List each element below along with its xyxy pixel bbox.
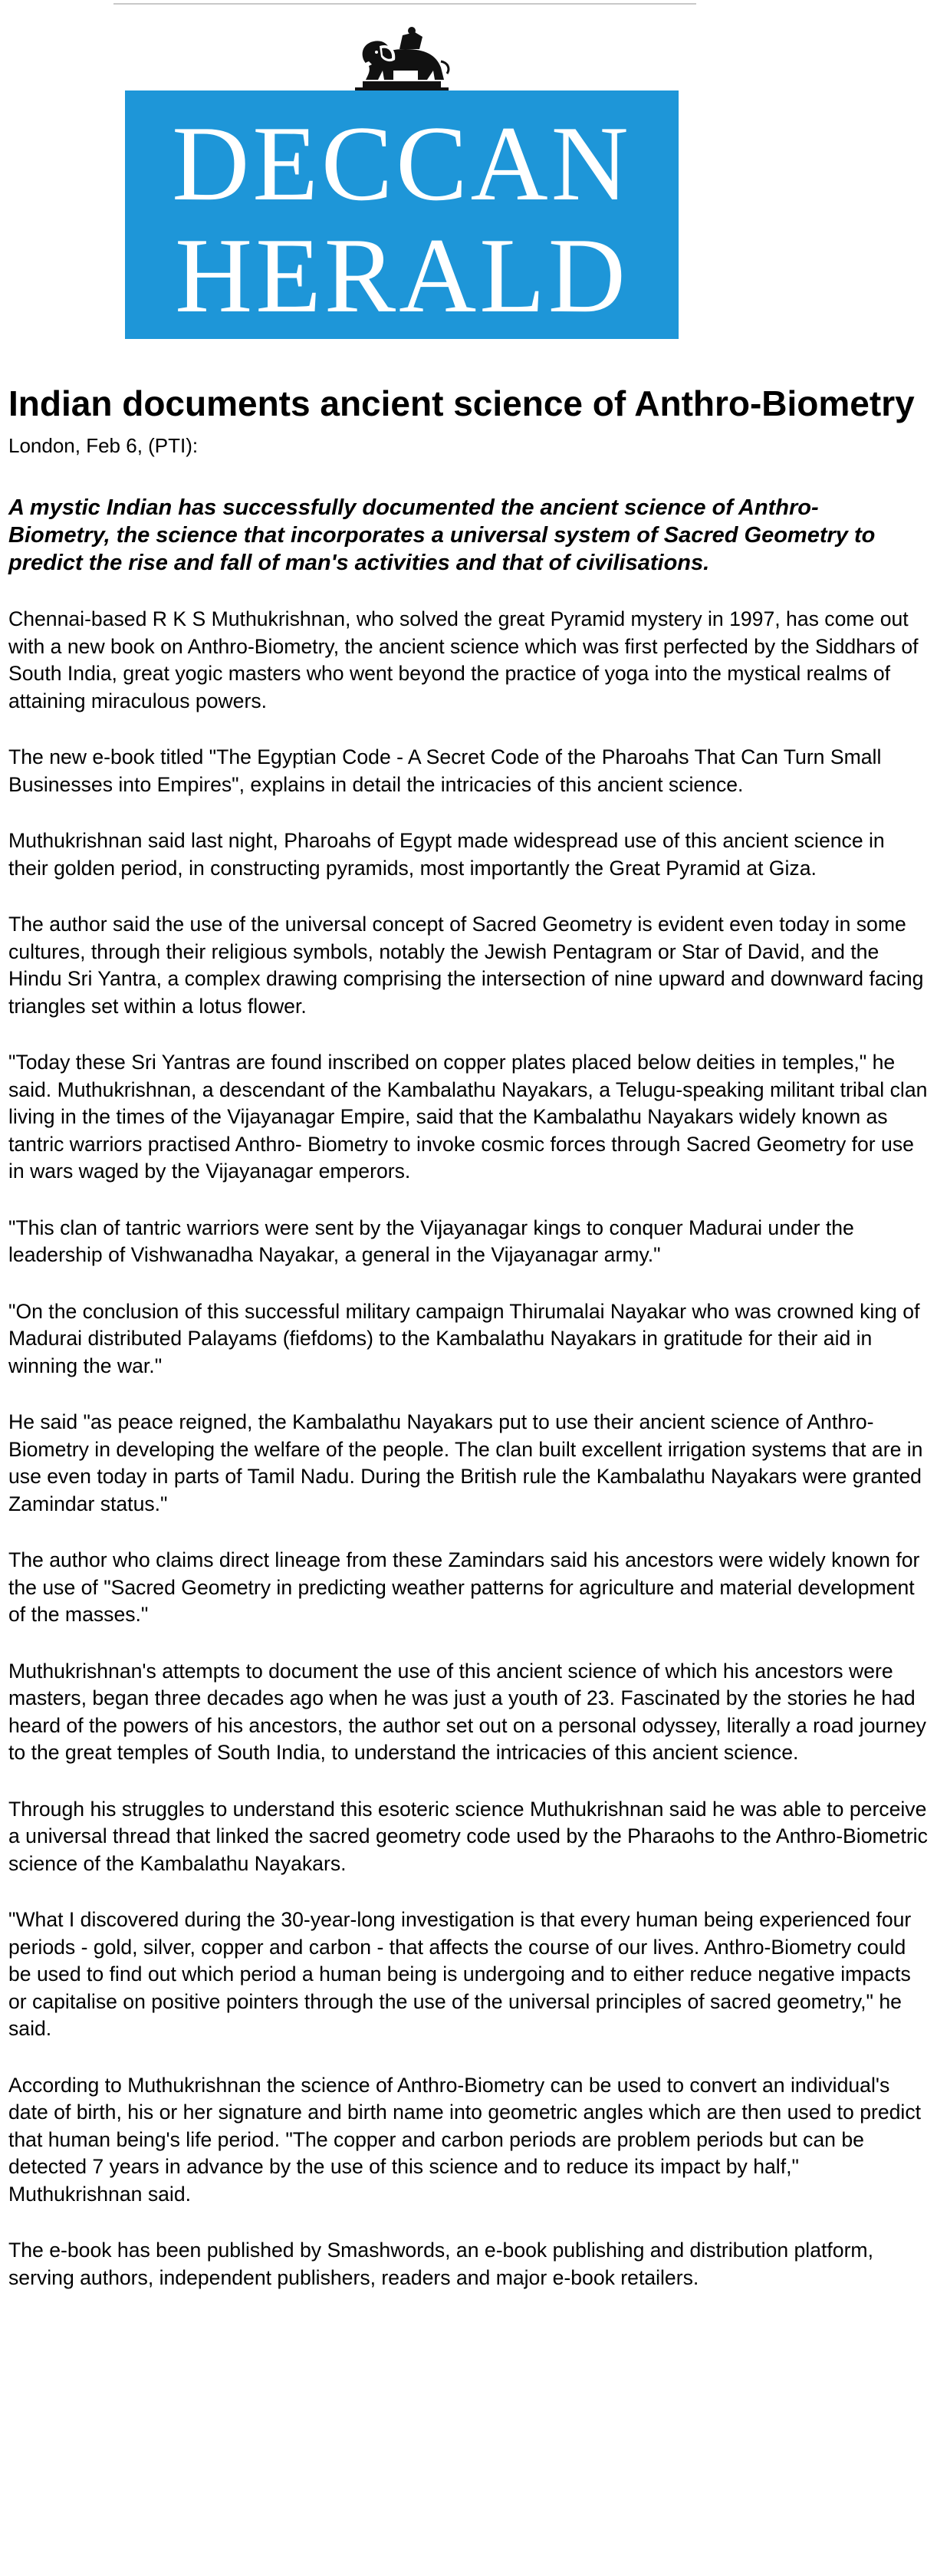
- article-paragraph: The new e-book titled "The Egyptian Code - A Secret Code of the Pharoahs That Can Turn Small Businesses into Empires", explains in detail the intricacies of this ancient science.: [8, 745, 882, 796]
- logo-word-deccan: DECCAN: [172, 104, 632, 223]
- article-paragraph: "This clan of tantric warriors were sent by the Vijayanagar kings to conquer Madurai under the leadership of Vishwanadha Nayakar, a general in the Vijayanagar army.": [8, 1216, 854, 1266]
- logo-word-herald: HERALD: [175, 216, 629, 335]
- masthead-top-rule: [113, 3, 696, 5]
- article-paragraph: "On the conclusion of this successful military campaign Thirumalai Nayakar who was crowned king of Madurai distributed Palayams (fiefdoms) to the Kambalathu Nayakars in gratitude for their aid in winning the war.": [8, 1299, 920, 1377]
- article: [8, 382, 929, 2291]
- article-lead: A mystic Indian has successfully documented the ancient science of Anthro-Biometry, the science that incorporates a universal system of Sacred Geometry to predict the rise and fall of man's activities and that of civilisations.: [8, 495, 876, 575]
- elephant-emblem-icon: [329, 26, 475, 97]
- article-paragraph: Chennai-based R K S Muthukrishnan, who solved the great Pyramid mystery in 1997, has come out with a new book on Anthro-Biometry, the ancient science which was first perfected by the Siddhars of South India, great yogic masters who went beyond the practice of yoga into the mystical realms of attaining miraculous powers.: [8, 607, 919, 712]
- article-paragraph: "Today these Sri Yantras are found inscribed on copper plates placed below deities in temples," he said. Muthukrishnan, a descendant of the Kambalathu Nayakars, a Telugu-speaking militant tribal clan living in the times of the Vijayanagar Empire, said that the Kambalathu Nayakars widely known as tantric warriors practised Anthro- Biometry to invoke cosmic forces through Sacred Geometry for use in wars waged by the Vijayanagar emperors.: [8, 1051, 928, 1183]
- article-paragraph: The author who claims direct lineage from these Zamindars said his ancestors were widely known for the use of "Sacred Geometry in predicting weather patterns for agriculture and material development of the masses.": [8, 1548, 920, 1626]
- article-paragraph: The author said the use of the universal concept of Sacred Geometry is evident even today in some cultures, through their religious symbols, notably the Jewish Pentagram or Star of David, and the Hindu Sri Yantra, a complex drawing comprising the intersection of nine upward and downward facing triangles set within a lotus flower.: [8, 913, 924, 1018]
- logo-box: [125, 90, 679, 339]
- article-paragraph: According to Muthukrishnan the science of Anthro-Biometry can be used to convert an individual's date of birth, his or her signature and birth name into geometric angles which are then used to predict that human being's life period. "The copper and carbon periods are problem periods but can be detected 7 years in advance by the use of this science and to reduce its impact by half," Muthukrishnan said.: [8, 2073, 922, 2206]
- article-paragraph: "What I discovered during the 30-year-long investigation is that every human being experienced four periods - gold, silver, copper and carbon - that affects the course of our lives. Anthro-Biometry could be used to find out which period a human being is undergoing and to either reduce negative impacts or capitalise on positive pointers through the use of the universal principles of sacred geometry," he said.: [8, 1908, 912, 2040]
- article-paragraph: Through his struggles to understand this esoteric science Muthukrishnan said he was able to perceive a universal thread that linked the sacred geometry code used by the Pharaohs to the Anthro-Biometric science of the Kambalathu Nayakars.: [8, 1797, 928, 1875]
- article-paragraph: Muthukrishnan's attempts to document the use of this ancient science of which his ancestors were masters, began three decades ago when he was just a youth of 23. Fascinated by the stories he had heard of the powers of his ancestors, the author set out on a personal odyssey, literally a road journey to the great temples of South India, to understand the intricacies of this ancient science.: [8, 1659, 926, 1764]
- article-paragraph: He said "as peace reigned, the Kambalathu Nayakars put to use their ancient science of Anthro-Biometry in developing the welfare of the people. The clan built excellent irrigation systems that are in use even today in parts of Tamil Nadu. During the British rule the Kambalathu Nayakars were granted Zamindar status.": [8, 1410, 923, 1515]
- masthead-logo[interactable]: [125, 26, 679, 339]
- article-paragraph: The e-book has been published by Smashwords, an e-book publishing and distribution platform, serving authors, independent publishers, readers and major e-book retailers.: [8, 2239, 873, 2289]
- article-headline: Indian documents ancient science of Anthro-Biometry: [8, 383, 915, 423]
- article-dateline: London, Feb 6, (PTI):: [8, 434, 199, 457]
- article-paragraph: Muthukrishnan said last night, Pharoahs of Egypt made widespread use of this ancient science in their golden period, in constructing pyramids, most importantly the Great Pyramid at Giza.: [8, 829, 885, 880]
